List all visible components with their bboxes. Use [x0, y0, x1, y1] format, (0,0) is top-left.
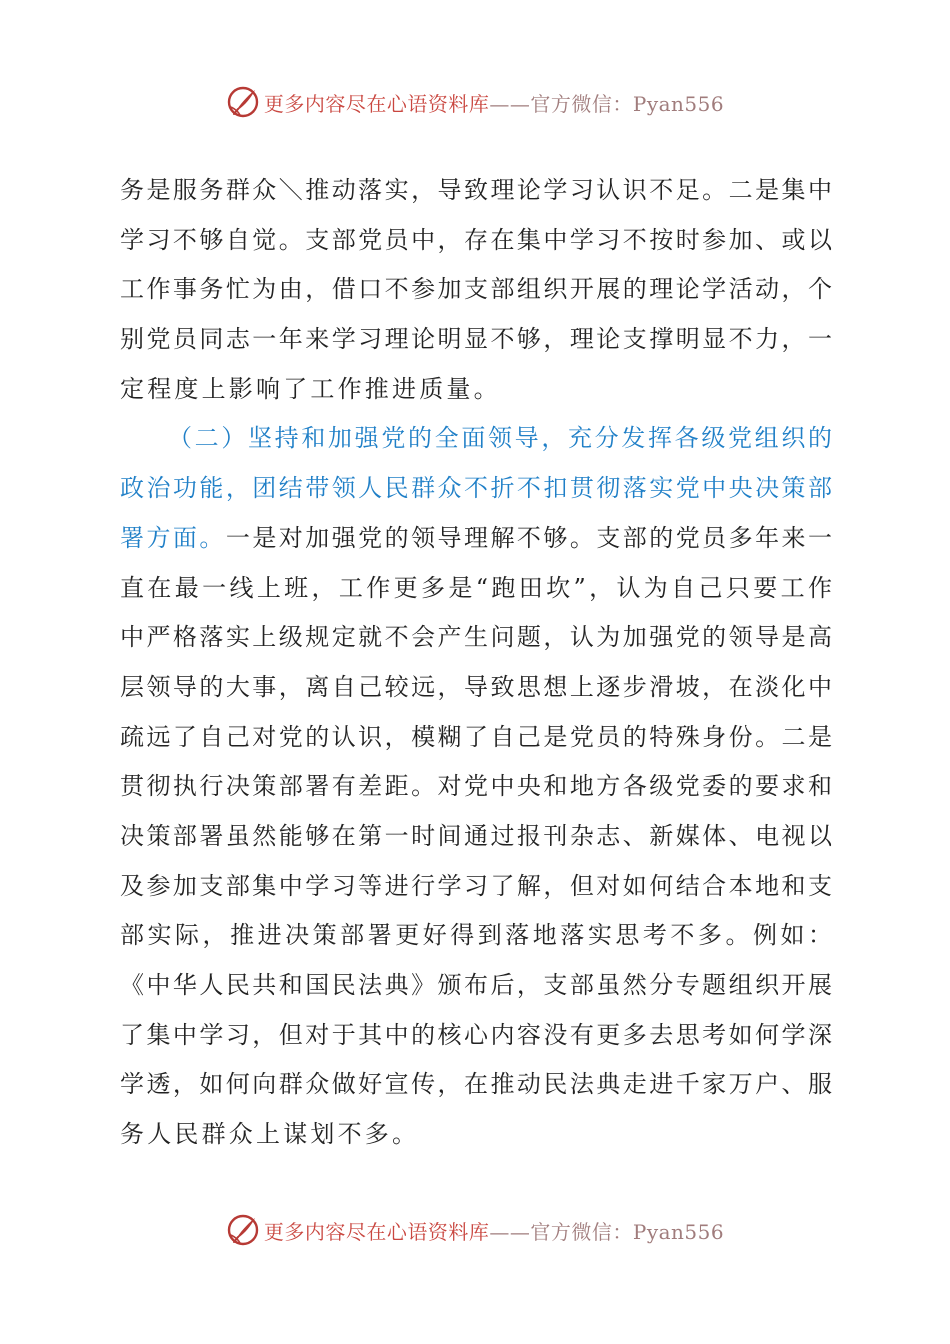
- text-line: 决策部署虽然能够在第一时间通过报刊杂志、新媒体、电视以: [120, 821, 832, 850]
- text-line: 学透，如何向群众做好宣传，在推动民法典走进千家万户、服: [120, 1070, 832, 1099]
- section-heading-line: 政治功能，团结带领人民群众不折不扣贯彻落实党中央决策部: [120, 474, 832, 503]
- section-heading-tail: 署方面。: [120, 523, 226, 552]
- text-line: 务是服务群众＼推动落实，导致理论学习认识不足。二是集中: [120, 176, 832, 204]
- text-line: 直在最一线上班，工作更多是“跑田坎”，认为自己只要工作: [120, 573, 832, 602]
- text-line: 学习不够自觉。支部党员中，存在集中学习不按时参加、或以: [120, 225, 832, 254]
- text-line: 务人民群众上谋划不多。: [120, 1120, 420, 1149]
- header-banner: [0, 80, 950, 124]
- text-span: 一是对加强党的领导理解不够。支部的党员多年来一: [225, 523, 833, 552]
- paragraph-2: [120, 414, 832, 1159]
- document-body: [120, 166, 832, 1160]
- footer-banner-text: 更多内容尽在心语资料库——官方微信：Pyan556: [263, 1219, 725, 1244]
- text-line: 了集中学习，但对于其中的核心内容没有更多去思考如何学深: [120, 1020, 832, 1049]
- section-heading-line: （二）坚持和加强党的全面领导，充分发挥各级党组织的: [168, 424, 832, 453]
- text-line: 疏远了自己对党的认识，模糊了自己是党员的特殊身份。二是: [120, 722, 832, 751]
- text-line: 别党员同志一年来学习理论明显不够，理论支撑明显不力，一: [120, 325, 832, 354]
- quill-pen-logo-icon: [226, 1213, 260, 1247]
- text-line: [120, 514, 832, 564]
- text-line: 贯彻执行决策部署有差距。对党中央和地方各级党委的要求和: [120, 772, 832, 801]
- text-line: 层领导的大事，离自己较远，导致思想上逐步滑坡，在淡化中: [120, 672, 832, 701]
- text-line: 部实际，推进决策部署更好得到落地落实思考不多。例如：: [120, 921, 832, 950]
- text-line: 定程度上影响了工作推进质量。: [120, 374, 501, 403]
- text-line: 中严格落实上级规定就不会产生问题，认为加强党的领导是高: [120, 623, 832, 652]
- quill-pen-logo-icon: [226, 85, 260, 119]
- header-banner-text: 更多内容尽在心语资料库——官方微信：Pyan556: [263, 91, 725, 116]
- text-line: 《中华人民共和国民法典》颁布后，支部虽然分专题组织开展: [120, 971, 832, 999]
- paragraph-1: [120, 166, 832, 414]
- text-line: 及参加支部集中学习等进行学习了解，但对如何结合本地和支: [120, 871, 832, 900]
- footer-banner: [0, 1208, 950, 1252]
- text-line: 工作事务忙为由，借口不参加支部组织开展的理论学活动，个: [120, 275, 832, 304]
